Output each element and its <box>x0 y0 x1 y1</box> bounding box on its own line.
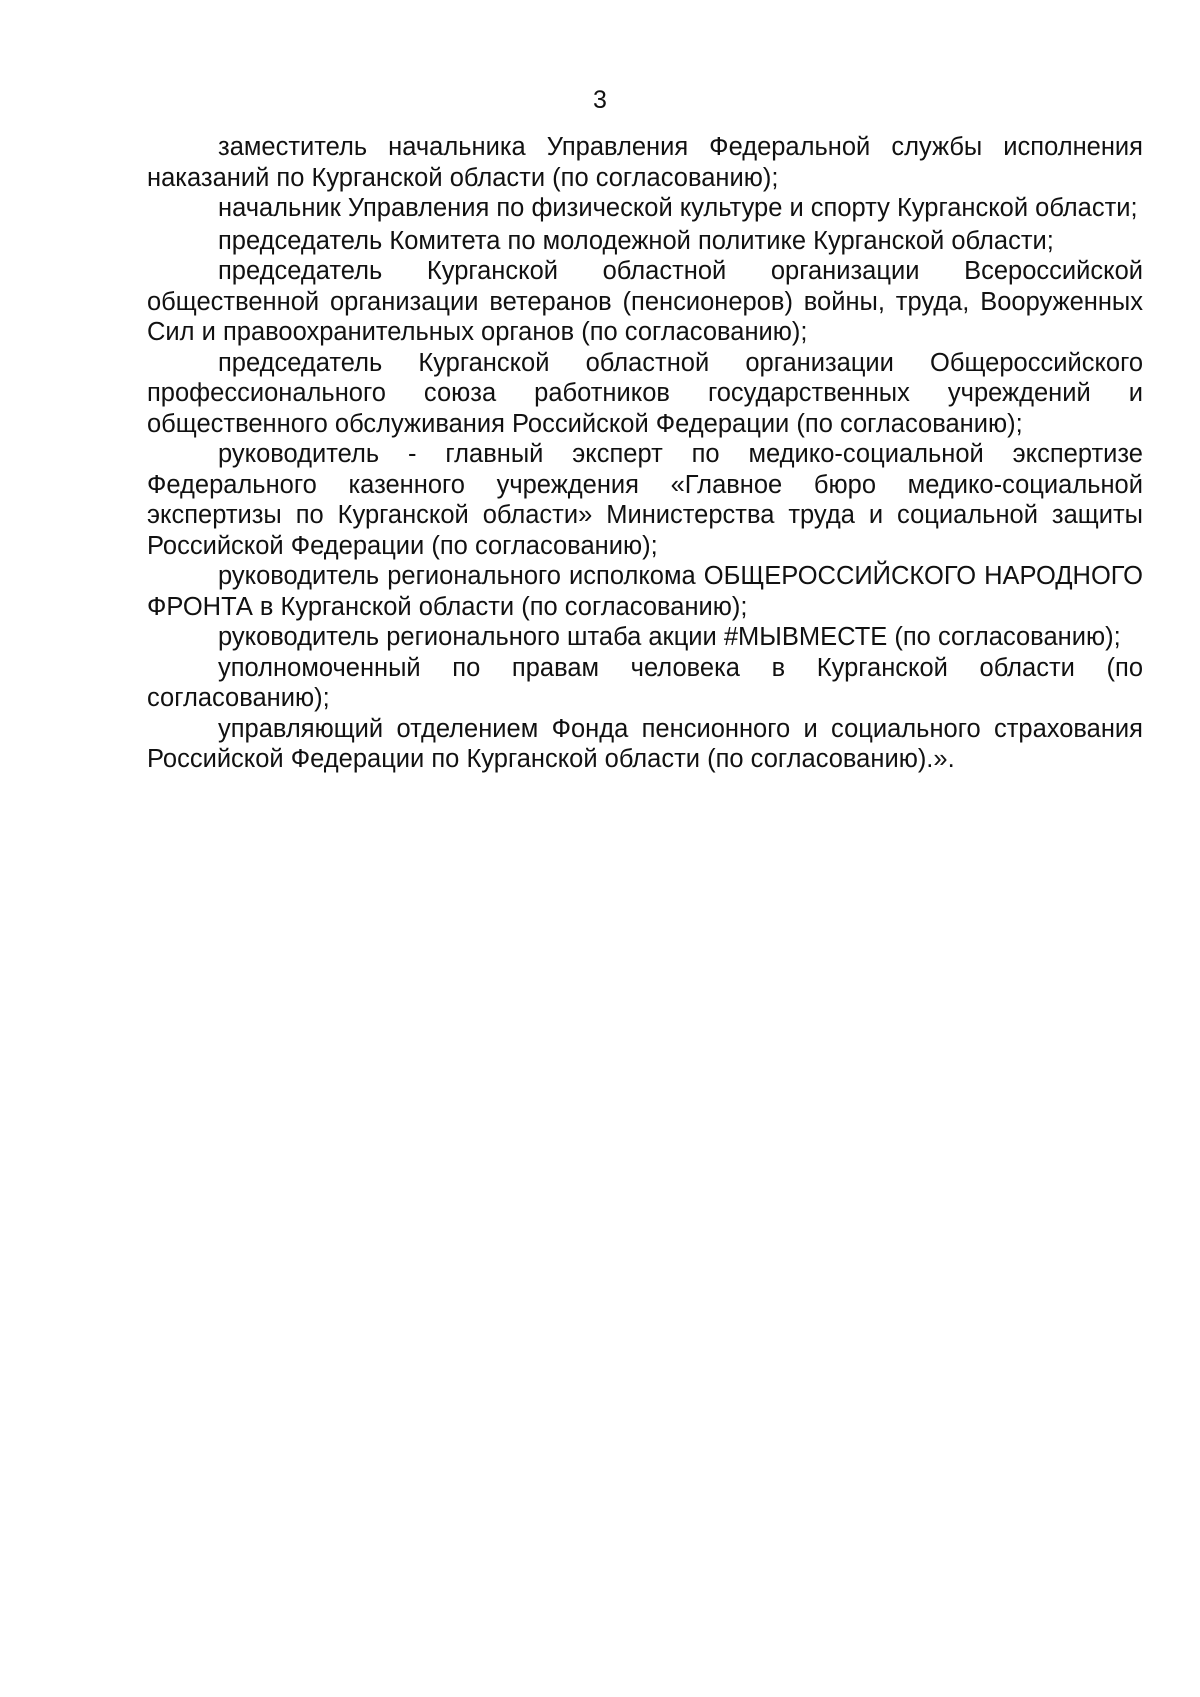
list-item: управляющий отделением Фонда пенсионного и социального страхования Российской Федерации по Курганской области (по согласованию).». <box>147 714 1143 773</box>
list-item: председатель Курганской областной организации Всероссийской общественной организации ветеранов (пенсионеров) войны, труда, Вооруженных Сил и правоохранительных органов (по согласованию); <box>147 257 1143 346</box>
list-item: руководитель - главный эксперт по медико-социальной экспертизе Федерального казенного учреждения «Главное бюро медико-социальной экспертизы по Курганской области» Министерства труда и социальной защиты Российской Федерации (по согласованию); <box>147 440 1143 560</box>
list-item: уполномоченный по правам человека в Курганской области (по согласованию); <box>147 653 1143 712</box>
list-item: председатель Курганской областной организации Общероссийского профессионального союза работников государственных учреждений и общественного обслуживания Российской Федерации (по согласованию); <box>147 348 1143 438</box>
page-number: 3 <box>593 86 607 114</box>
member-list <box>147 132 1143 775</box>
list-item: руководитель регионального штаба акции #МЫВМЕСТЕ (по согласованию); <box>218 623 1121 651</box>
list-item: руководитель регионального исполкома ОБЩЕРОССИЙСКОГО НАРОДНОГО ФРОНТА в Курганской области (по согласованию); <box>147 562 1143 621</box>
list-item: заместитель начальника Управления Федеральной службы исполнения наказаний по Курганской области (по согласованию); <box>147 133 1143 192</box>
list-item: председатель Комитета по молодежной политике Курганской области; <box>218 226 1054 255</box>
list-item: начальник Управления по физической культуре и спорту Курганской области; <box>218 194 1138 222</box>
